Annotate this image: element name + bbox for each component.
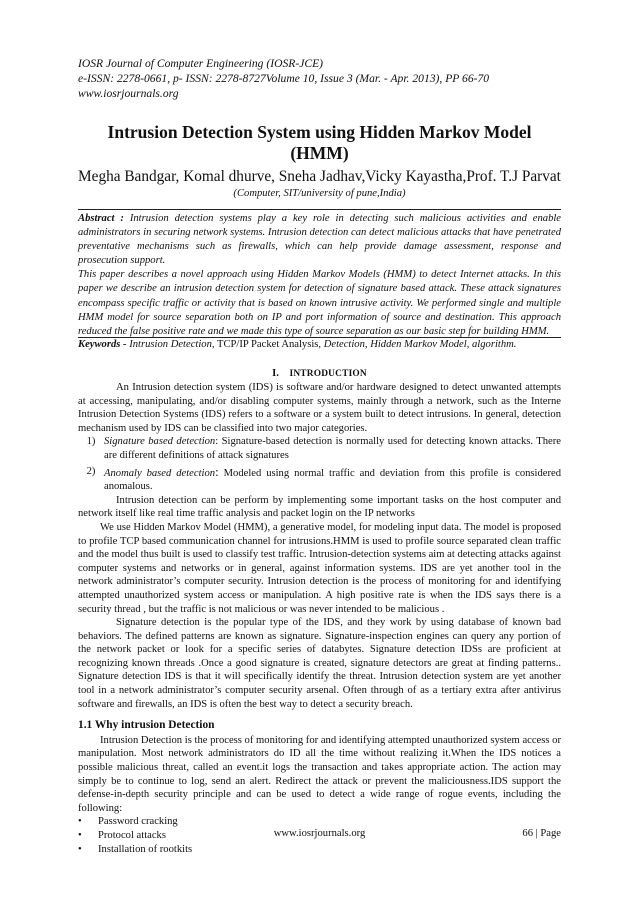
journal-name: IOSR Journal of Computer Engineering (IOSR-JCE) — [78, 57, 324, 70]
title-line-1: Intrusion Detection System using Hidden Markov Model — [107, 122, 532, 142]
journal-issn: e-ISSN: 2278-0661, p- ISSN: 2278-8727Volume 10, Issue 3 (Mar. - Apr. 2013), PP 66-70 — [78, 72, 490, 85]
keywords-label: Keywords - — [78, 339, 130, 350]
list-text: : Signature-based detection is normally used for detecting known attacks. There are different definitions of attack signatures — [104, 436, 561, 461]
bullet-item — [78, 843, 561, 857]
bullet-icon: • — [78, 830, 82, 841]
section-number: I. — [272, 368, 279, 379]
list-number: 2) — [86, 465, 96, 477]
title-line-2: (HMM) — [290, 143, 349, 163]
list-number: 1) — [86, 436, 96, 448]
bullet-text: Installation of rootkits — [98, 843, 193, 855]
divider-top — [78, 209, 561, 210]
keywords — [78, 338, 561, 352]
footer-site[interactable]: www.iosrjournals.org — [273, 828, 366, 839]
keywords-part-2: TCP/IP Packet Analysis, — [214, 339, 324, 350]
keywords-part-1: Intrusion Detection, — [129, 339, 215, 350]
list-label: Signature based detection — [104, 436, 216, 448]
abstract-text-1: Intrusion detection systems play a key role in detecting such malicious activities and enable administrators in securing network systems. Intrusion detection can detect malicious attacks that have penetrated preventative mechanisms such as firewalls, which can help provide damage assessment, response and prosecution support. — [78, 213, 562, 267]
list-text: Modeled using normal traffic and deviation from this profile is considered anomalous. — [104, 467, 561, 493]
section-heading — [78, 368, 561, 379]
bullet-text: Password cracking — [98, 816, 178, 828]
list-label: Anomaly based detection — [104, 467, 216, 479]
journal-header — [78, 56, 489, 101]
paper-title — [78, 122, 561, 164]
abstract-paragraph-1 — [78, 212, 561, 268]
list-item — [78, 435, 561, 462]
bullet-text: Protocol attacks — [98, 830, 166, 841]
abstract — [78, 212, 561, 339]
section-title: INTRODUCTION — [289, 369, 367, 379]
bullet-item — [78, 815, 561, 829]
subsection-title: 1.1 Why intrusion Detection — [78, 719, 215, 732]
footer-page-number: 66 | Page — [522, 828, 561, 839]
abstract-paragraph-2: This paper describes a novel approach using Hidden Markov Models (HMM) to detect Internet attacks. In this paper we describe an intrusion detection system for detection of signature based attack. These attack signatures encompass specific traffic or activity that is based on known intrusive activity. We performed single and multiple HMM model for source separation both on IP and port information of source and destination. This approach reduced the false positive rate and we made this type of source separation as our basic step for building HMM. — [78, 269, 561, 337]
journal-url: www.iosrjournals.org — [78, 87, 179, 100]
authors: Megha Bandgar, Komal dhurve, Sneha Jadhav,Vicky Kayastha,Prof. T.J Parvat — [78, 168, 561, 185]
list-colon: : — [215, 463, 219, 479]
bullet-icon: • — [78, 816, 82, 828]
body-text — [78, 381, 561, 856]
intro-paragraph-1: An Intrusion detection system (IDS) is software and/or hardware designed to detect unwanted attempts at accessing, manipulating, and/or disabling computer systems, mainly through a network, such as the Interne Intrusion Detection Systems (IDS) refers to a software or a system built to detect intrusions. In general, detection mechanism used by IDS can be classified into two major categories. — [78, 382, 561, 434]
keywords-part-3: Detection, Hidden Markov Model, algorithm. — [323, 339, 517, 350]
abstract-label: Abstract : — [78, 213, 124, 224]
subsection-paragraph: Intrusion Detection is the process of monitoring for and identifying attempted unauthorized system access or manipulation. Most network administrators do ID all the time without realizing it.When the IDS notices a possible malicious threat, called an event.it logs the transaction and takes appropriate action. The action may simply be to continue to log, send an alert. Redirect the attack or prevent the maliciousness.IDS support the defense-in-depth security principle and can be used to detect a wide range of rogue events, including the following: — [78, 734, 561, 814]
intro-paragraph-2: Intrusion detection can be perform by implementing some important tasks on the host computer and network itself like real time traffic analysis and packet login on the IP networks — [78, 494, 561, 520]
bullet-icon: • — [78, 843, 82, 855]
intro-paragraph-4: Signature detection is the popular type of the IDS, and they work by using database of known bad behaviors. The defined patterns are known as signature. Signature-inspection engines can query any portion of the network packet or look for a specific series of databytes. Signature detection IDSs are proficient at recognizing known threads .Once a good signature is created, signature detectors are great at finding patterns.. Signature detection IDS is that it will specifically identify the threat. Intrusion detection system are yet another tool in a network administrator’s computer security arsenal. Often through of as a tertiary extra after antivirus software and firewalls, an IDS is often the best way to detect a security breach. — [78, 617, 561, 710]
list-item — [78, 465, 561, 494]
affiliation: (Computer, SIT/university of pune,India) — [233, 188, 406, 199]
intro-paragraph-3: We use Hidden Markov Model (HMM), a generative model, for modeling input data. The model is proposed to profile TCP based communication channel for intrusions.HMM is used to profile source separated clean traffic and the model thus built is used to classify test traffic. Intrusion-detection systems aim at detecting attacks against computer systems and networks or in general, against information systems. IDS are yet another tool in the network administrator’s computer security. Intrusion detection is the process of monitoring for and identifying attempted unauthorized system access or manipulation. A high positive rate is when the IDS says there is a security thread , but the traffic is not malicious or was never intended to be malicious . — [78, 521, 561, 615]
